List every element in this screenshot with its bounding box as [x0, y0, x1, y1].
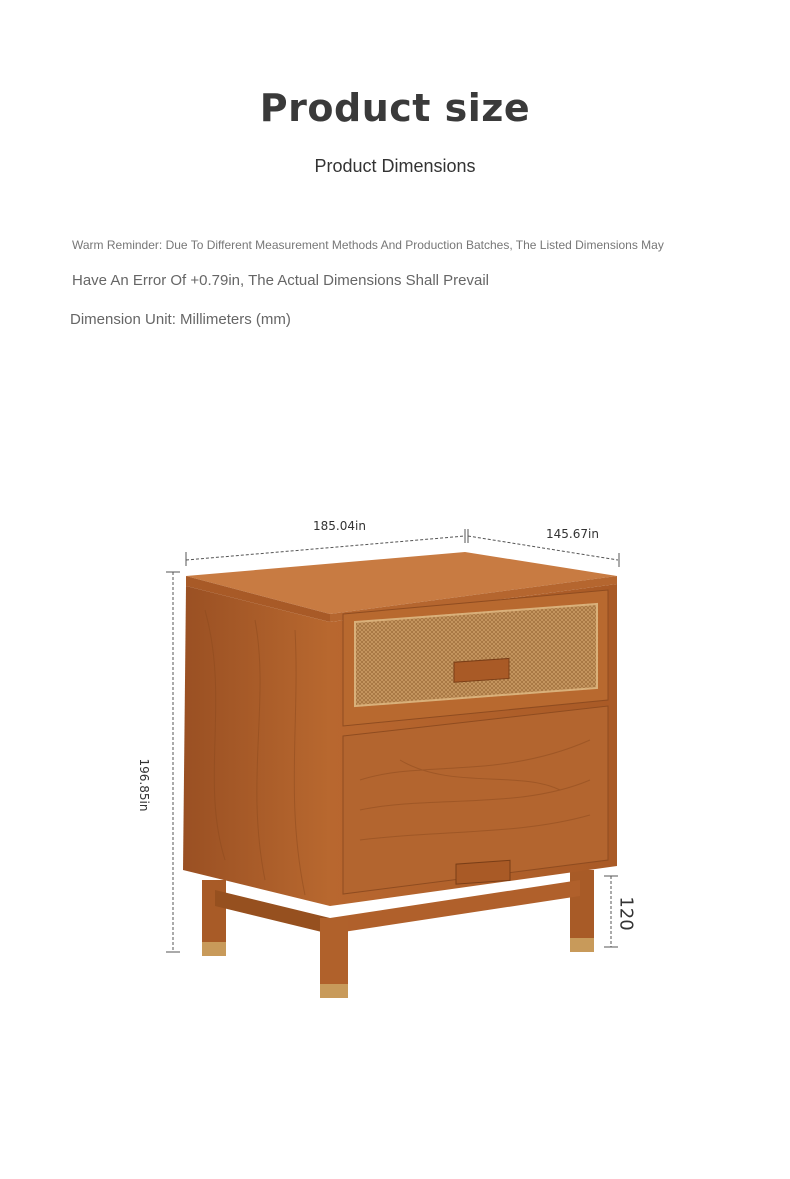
height-label: 196.85in	[137, 758, 151, 812]
dimension-unit: Dimension Unit: Millimeters (mm)	[70, 311, 291, 328]
depth-label: 145.67in	[546, 527, 599, 541]
drawer-handle-bottom	[456, 860, 510, 884]
page-title: Product size	[259, 86, 531, 130]
page-subtitle: Product Dimensions	[314, 156, 476, 176]
front-leg	[320, 918, 348, 998]
rattan-panel	[355, 604, 597, 706]
leg-height-label: 120	[615, 896, 637, 931]
drawer-handle-top	[454, 658, 509, 682]
width-label: 185.04in	[313, 519, 366, 533]
cabinet-side	[183, 586, 330, 906]
reminder-line-1: Warm Reminder: Due To Different Measurement Methods And Production Batches, The Listed Dimensions May	[72, 238, 664, 252]
reminder-line-2: Have An Error Of +0.79in, The Actual Dimensions Shall Prevail	[72, 272, 490, 289]
